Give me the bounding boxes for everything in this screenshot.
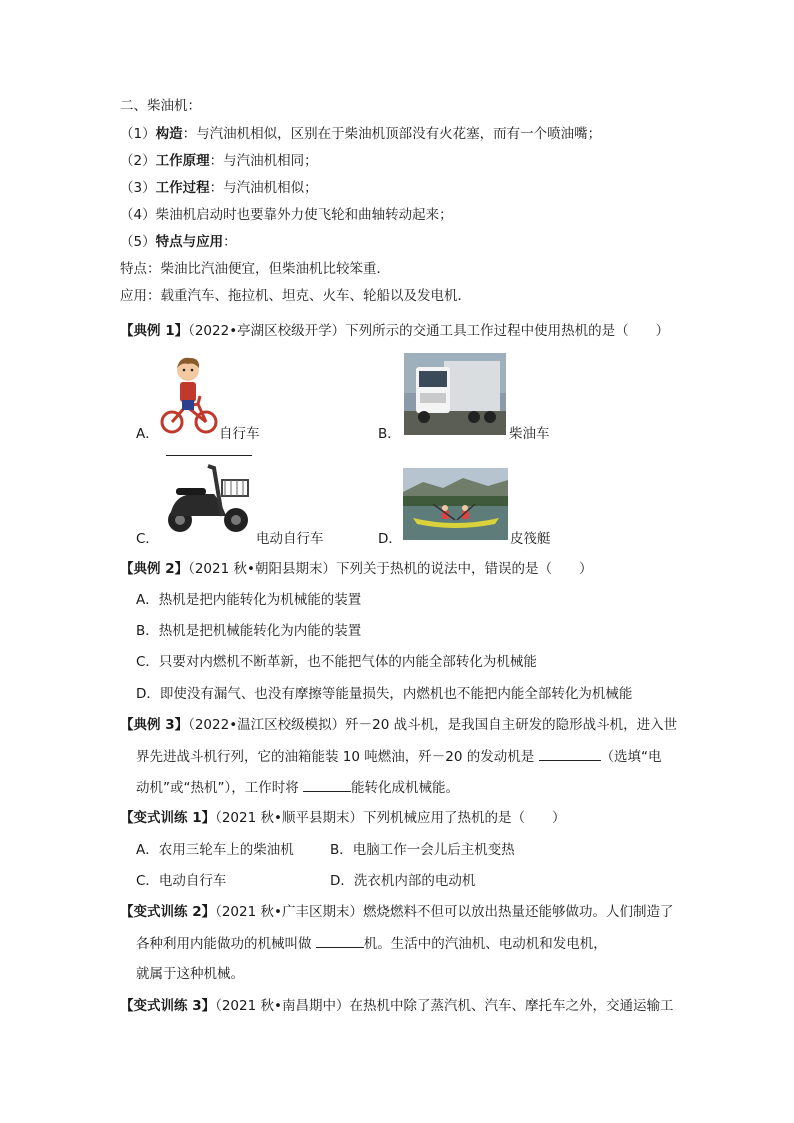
variant-1-stem: 【变式训练 1】（2021 秋•顺平县期末）下列机械应用了热机的是（ ）	[120, 810, 566, 826]
item-5: （5）特点与应用：	[120, 234, 237, 250]
features-text: 特点：柴油比汽油便宜，但柴油机比较笨重．	[120, 261, 390, 277]
variant-1-option-c: C．电动自行车	[136, 873, 227, 889]
variant-1-option-a: A．农用三轮车上的柴油机	[136, 842, 294, 858]
answer-blank-2[interactable]	[303, 777, 351, 792]
item-3: （3）工作过程：与汽油机相似；	[120, 180, 318, 196]
option-d-key: D．	[378, 531, 402, 547]
boy-on-bicycle-image	[160, 350, 220, 436]
example-1-stem: 【典例 1】（2022•亭湖区校级开学）下列所示的交通工具工作过程中使用热机的是（ ）	[120, 323, 670, 339]
variant-1-option-b: B．电脑工作一会儿后主机变热	[330, 842, 515, 858]
example-2-stem: 【典例 2】（2021 秋•朝阳县期末）下列关于热机的说法中，错误的是（ ）	[120, 561, 593, 577]
section-title: 二、柴油机：	[120, 98, 201, 114]
example-3-line-3: 动机”或“热机”），工作时将 能转化成机械能。	[136, 777, 459, 798]
variant-2-line-1: 【变式训练 2】（2021 秋•广丰区期末）燃烧燃料不但可以放出热量还能够做功。人们制造了	[120, 904, 674, 920]
variant-1-option-d: D．洗衣机内部的电动机	[330, 873, 476, 889]
item-2: （2）工作原理：与汽油机相同；	[120, 153, 318, 169]
kayak-image	[403, 468, 508, 540]
option-b-key: B．	[378, 426, 401, 442]
example-2-option-c: C．只要对内燃机不断革新，也不能把气体的内能全部转化为机械能	[136, 654, 537, 670]
example-3-line-2: 界先进战斗机行列，它的油箱能装 10 吨燃油，歼－20 的发动机是 （选填“电	[136, 746, 662, 767]
truck-image	[404, 353, 506, 435]
variant-3-line-1: 【变式训练 3】（2021 秋•南昌期中）在热机中除了蒸汽机、汽车、摩托车之外，交通运输工	[120, 998, 674, 1014]
option-c-key: C．	[136, 531, 159, 547]
answer-blank-3[interactable]	[316, 933, 364, 948]
divider-line	[166, 455, 252, 456]
option-c-caption: 电动自行车	[256, 531, 324, 547]
example-3-line-1: 【典例 3】（2022•温江区校级模拟）歼－20 战斗机，是我国自主研发的隐形战斗机，进入世	[120, 717, 678, 733]
option-a-key: A．	[136, 426, 159, 442]
example-2-option-d: D．即使没有漏气、也没有摩擦等能量损失，内燃机也不能把内能全部转化为机械能	[136, 686, 633, 702]
example-2-option-a: A．热机是把内能转化为机械能的装置	[136, 592, 362, 608]
option-a-caption: 自行车	[219, 426, 260, 442]
option-b-caption: 柴油车	[509, 426, 550, 442]
option-d-caption: 皮筏艇	[510, 531, 551, 547]
variant-2-line-3: 就属于这种机械。	[136, 966, 244, 982]
applications-text: 应用：载重汽车、拖拉机、坦克、火车、轮船以及发电机．	[120, 288, 471, 304]
electric-scooter-image	[164, 458, 254, 538]
item-1: （1）构造：与汽油机相似，区别在于柴油机顶部没有火花塞，而有一个喷油嘴；	[120, 126, 602, 142]
example-2-option-b: B．热机是把机械能转化为内能的装置	[136, 623, 362, 639]
answer-blank-1[interactable]	[539, 746, 601, 761]
variant-2-line-2: 各种利用内能做功的机械叫做 机。生活中的汽油机、电动机和发电机，	[136, 933, 607, 954]
item-4: （4）柴油机启动时也要靠外力使飞轮和曲轴转动起来；	[120, 207, 453, 223]
